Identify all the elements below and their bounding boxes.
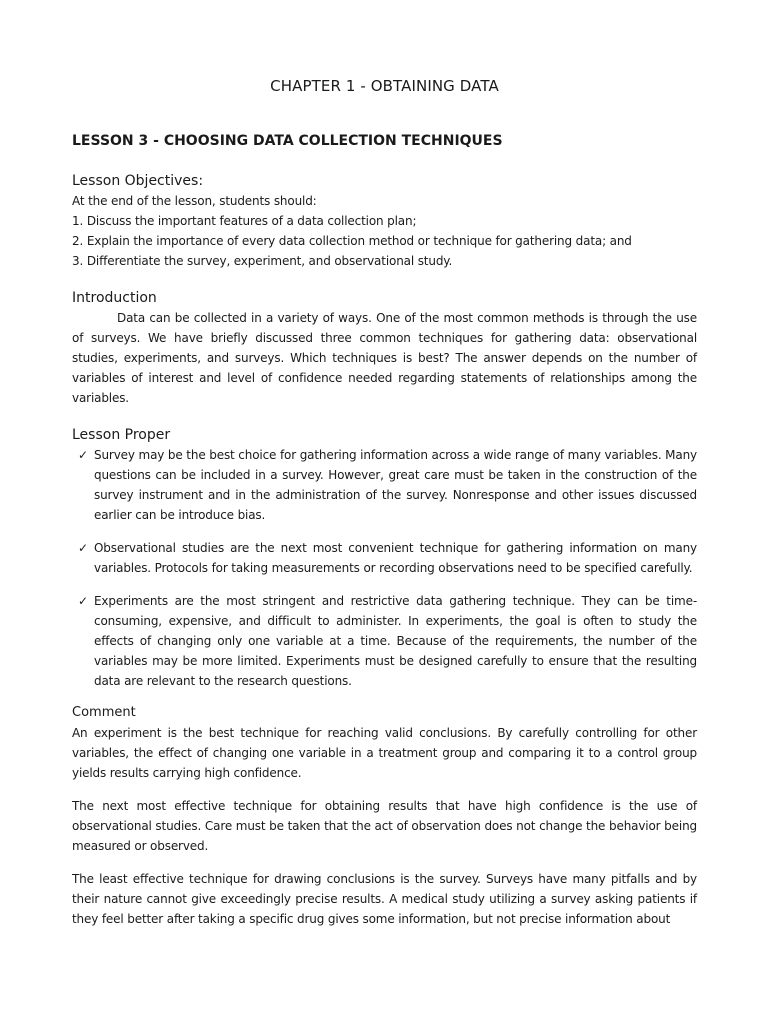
checkmark-icon: ✓ — [78, 448, 89, 462]
list-item-text: Survey may be the best choice for gathering information across a wide range of many variables. Many questions can be included in a survey. However, great care must be taken in the construction of the survey instrument and in the administration of the survey. Nonresponse and other issues discussed earlier can be introduce bias. — [94, 448, 697, 522]
objective-item: 2. Explain the importance of every data collection method or technique for gathering data; and — [72, 234, 632, 248]
chapter-title: CHAPTER 1 - OBTAINING DATA — [270, 77, 499, 95]
lesson-proper-heading: Lesson Proper — [72, 427, 171, 443]
list-item-text: Experiments are the most stringent and restrictive data gathering technique. They can be time-consuming, expensive, and difficult to administer. In experiments, the goal is often to study the effects of changing only one variable at a time. Because of the requirements, the number of the variables may be more limited. Experiments must be designed carefully to ensure that the resulting data are relevant to the research questions. — [94, 594, 697, 688]
lesson-title: LESSON 3 - CHOOSING DATA COLLECTION TECHNIQUES — [72, 133, 503, 149]
lesson-proper-section — [72, 426, 697, 691]
objective-item: 1. Discuss the important features of a data collection plan; — [72, 214, 417, 228]
comment-section — [72, 704, 697, 929]
objective-item: 3. Differentiate the survey, experiment, and observational study. — [72, 254, 453, 268]
checkmark-icon: ✓ — [78, 594, 89, 608]
comment-heading: Comment — [72, 705, 136, 720]
objectives-intro: At the end of the lesson, students should: — [72, 194, 317, 208]
list-item — [72, 538, 697, 578]
lesson-proper-list — [72, 445, 697, 691]
comment-paragraph: The next most effective technique for obtaining results that have high confidence is the use of observational studies. Care must be taken that the act of observation does not change the behavior being measured or observed. — [72, 799, 697, 853]
objectives-section — [72, 172, 697, 271]
list-item — [72, 591, 697, 691]
comment-paragraph: The least effective technique for drawing conclusions is the survey. Surveys have many pitfalls and by their nature cannot give exceedingly precise results. A medical study utilizing a survey asking patients if they feel better after taking a specific drug gives some information, but not precise information about — [72, 872, 697, 926]
checkmark-icon: ✓ — [78, 541, 89, 555]
objectives-list — [72, 211, 697, 271]
objectives-heading: Lesson Objectives: — [72, 173, 204, 189]
introduction-text: Data can be collected in a variety of ways. One of the most common methods is through the use of surveys. We have briefly discussed three common techniques for gathering data: observational studies, experiments, and surveys. Which techniques is best? The answer depends on the number of variables of interest and level of confidence needed regarding statements of relationships among the variables. — [72, 311, 697, 405]
document-page — [72, 76, 697, 942]
list-item-text: Observational studies are the next most convenient technique for gathering information on many variables. Protocols for taking measurements or recording observations need to be specified carefully. — [94, 541, 697, 575]
introduction-heading: Introduction — [72, 290, 157, 306]
comment-paragraph: An experiment is the best technique for reaching valid conclusions. By carefully controlling for other variables, the effect of changing one variable in a treatment group and comparing it to a control group yields results carrying high confidence. — [72, 726, 697, 780]
list-item — [72, 445, 697, 525]
introduction-section — [72, 289, 697, 408]
